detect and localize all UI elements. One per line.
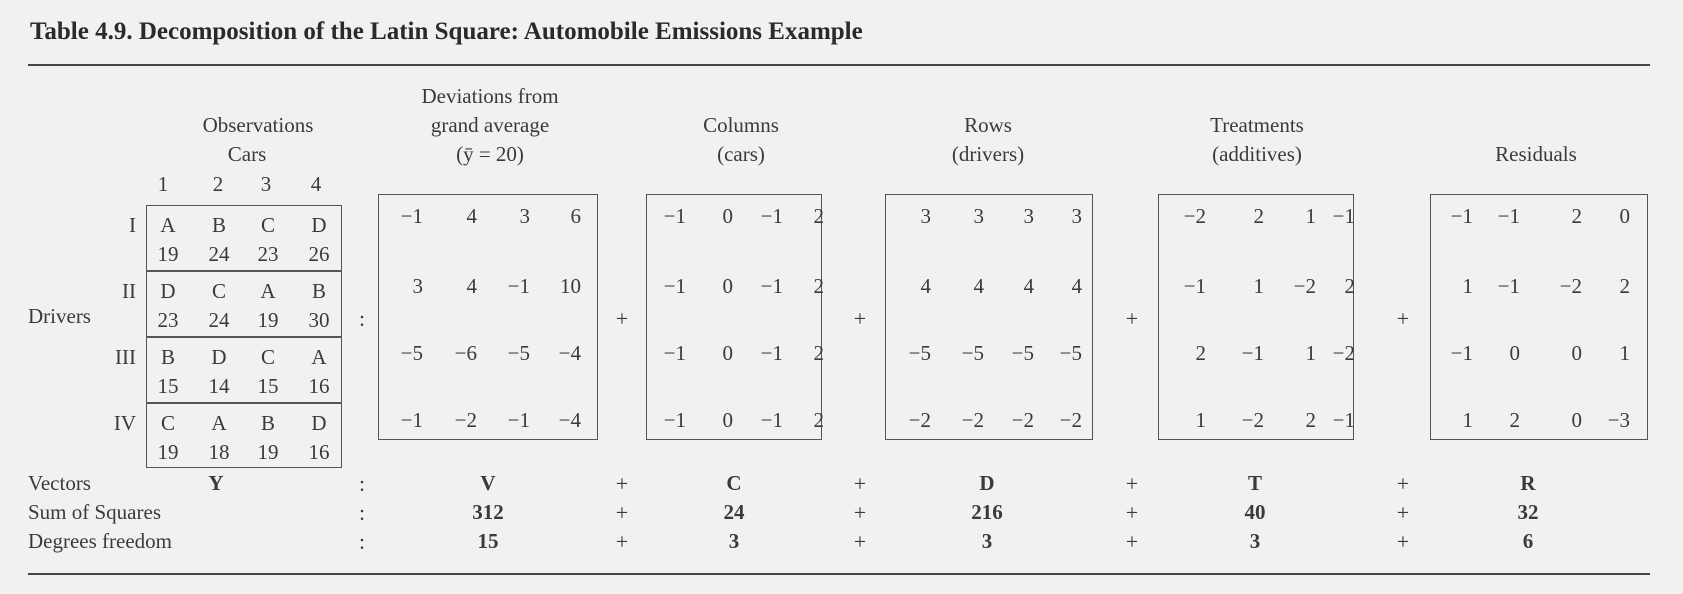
rows-value: −5	[1011, 341, 1034, 365]
observation-value: 26	[308, 242, 330, 266]
sum-of-squares-label: Sum of Squares	[28, 500, 161, 524]
columns-value: 2	[813, 204, 824, 228]
columns-value: −1	[663, 408, 686, 432]
degrees-freedom-value: 3	[981, 529, 993, 553]
columns-value: −1	[663, 274, 686, 298]
header-residuals: Residuals	[1495, 142, 1577, 166]
observation-value: 24	[208, 242, 230, 266]
deviations-value: −5	[507, 341, 530, 365]
columns-value: −1	[760, 274, 783, 298]
deviations-value: −4	[558, 408, 581, 432]
rows-value: −5	[1059, 341, 1082, 365]
observation-value: 14	[208, 374, 230, 398]
plus-sign: +	[1125, 471, 1139, 496]
residuals-value: 0	[1571, 408, 1582, 432]
treatments-matrix-box	[1158, 194, 1354, 440]
observation-value: 30	[308, 308, 330, 332]
residuals-value: 2	[1509, 408, 1520, 432]
sum-of-squares-value: 32	[1517, 500, 1539, 524]
treatment-letter: C	[160, 411, 175, 435]
vectors-label: Vectors	[28, 471, 91, 495]
colon-sign: :	[358, 471, 366, 496]
equals-colon: :	[358, 306, 366, 331]
deviations-value: −4	[558, 341, 581, 365]
deviations-value: 10	[560, 274, 581, 298]
residuals-value: −1	[1450, 341, 1473, 365]
treatment-letter: A	[311, 345, 327, 369]
driver-numeral: IV	[113, 411, 136, 435]
observation-value: 23	[257, 242, 279, 266]
degrees-freedom-value: 6	[1522, 529, 1534, 553]
deviations-value: −1	[507, 274, 530, 298]
vector-symbol: Y	[208, 471, 224, 495]
observation-value: 16	[308, 374, 330, 398]
row-divider	[146, 336, 342, 338]
deviations-value: 4	[466, 274, 477, 298]
plus-sign: +	[1396, 529, 1410, 554]
observation-value: 19	[257, 308, 279, 332]
treatment-letter: D	[160, 279, 176, 303]
rows-value: 4	[1023, 274, 1034, 298]
treatments-value: −1	[1332, 408, 1355, 432]
residuals-matrix-box	[1430, 194, 1648, 440]
columns-value: 2	[813, 341, 824, 365]
plus-sign: +	[853, 306, 867, 331]
treatments-value: −1	[1332, 204, 1355, 228]
treatment-letter: C	[211, 279, 226, 303]
treatments-value: 2	[1305, 408, 1316, 432]
treatment-letter: B	[211, 213, 226, 237]
degrees-freedom-value: 3	[1249, 529, 1261, 553]
residuals-value: 0	[1509, 341, 1520, 365]
treatment-letter: B	[160, 345, 175, 369]
rows-value: −5	[908, 341, 931, 365]
rows-value: 3	[1071, 204, 1082, 228]
plus-sign: +	[615, 306, 629, 331]
treatment-letter: D	[311, 213, 327, 237]
treatments-value: −1	[1183, 274, 1206, 298]
treatments-value: −2	[1241, 408, 1264, 432]
treatment-letter: A	[211, 411, 227, 435]
treatment-letter: D	[311, 411, 327, 435]
treatments-value: −2	[1183, 204, 1206, 228]
plus-sign: +	[615, 529, 629, 554]
degrees-freedom-value: 3	[728, 529, 740, 553]
car-number: 4	[310, 172, 322, 196]
residuals-value: −1	[1450, 204, 1473, 228]
treatments-value: 2	[1253, 204, 1264, 228]
treatment-letter: A	[260, 279, 276, 303]
deviations-value: −6	[454, 341, 477, 365]
deviations-value: −1	[400, 408, 423, 432]
car-number: 1	[157, 172, 169, 196]
plus-sign: +	[615, 471, 629, 496]
vector-symbol: C	[726, 471, 742, 495]
observation-value: 15	[257, 374, 279, 398]
header-treatments: Treatments (additives)	[1210, 113, 1304, 166]
residuals-value: 1	[1619, 341, 1630, 365]
rows-value: −2	[1059, 408, 1082, 432]
deviations-matrix-box	[378, 194, 598, 440]
residuals-value: −1	[1497, 204, 1520, 228]
rows-value: −2	[908, 408, 931, 432]
sum-of-squares-value: 40	[1244, 500, 1266, 524]
deviations-value: 6	[570, 204, 581, 228]
deviations-value: −1	[400, 204, 423, 228]
columns-value: −1	[663, 204, 686, 228]
degrees-freedom-label: Degrees freedom	[28, 529, 173, 553]
plus-sign: +	[1125, 529, 1139, 554]
rows-value: −2	[1011, 408, 1034, 432]
treatment-letter: B	[260, 411, 275, 435]
columns-value: 0	[722, 408, 733, 432]
treatment-letter: D	[211, 345, 227, 369]
residuals-value: 2	[1571, 204, 1582, 228]
columns-value: 2	[813, 274, 824, 298]
colon-sign: :	[358, 500, 366, 525]
residuals-value: 1	[1462, 408, 1473, 432]
plus-sign: +	[1125, 306, 1139, 331]
treatments-value: 2	[1195, 341, 1206, 365]
plus-sign: +	[1396, 306, 1410, 331]
car-number: 3	[260, 172, 272, 196]
degrees-freedom-value: 15	[477, 529, 499, 553]
treatments-value: −2	[1293, 274, 1316, 298]
plus-sign: +	[1396, 500, 1410, 525]
driver-numeral: II	[122, 279, 136, 303]
vector-symbol: T	[1247, 471, 1262, 495]
table-title: Table 4.9. Decomposition of the Latin Square: Automobile Emissions Example	[30, 18, 863, 45]
plus-sign: +	[1125, 500, 1139, 525]
header-columns: Columns (cars)	[703, 113, 779, 166]
sum-of-squares-value: 24	[723, 500, 745, 524]
observation-value: 23	[157, 308, 179, 332]
rows-value: −2	[961, 408, 984, 432]
columns-value: 0	[722, 274, 733, 298]
bottom-rule	[28, 573, 1650, 575]
rows-value: 3	[973, 204, 984, 228]
observation-value: 18	[208, 440, 230, 464]
residuals-value: 2	[1619, 274, 1630, 298]
observation-value: 15	[157, 374, 179, 398]
rows-value: 4	[920, 274, 931, 298]
deviations-value: 3	[519, 204, 530, 228]
columns-value: −1	[760, 204, 783, 228]
deviations-value: 4	[466, 204, 477, 228]
header-rows: Rows (drivers)	[951, 113, 1025, 166]
columns-value: −1	[760, 341, 783, 365]
columns-value: 0	[722, 204, 733, 228]
header-deviations: Deviations from grand average (ȳ = 20)	[421, 84, 559, 166]
rows-value: 4	[1071, 274, 1082, 298]
residuals-value: 0	[1571, 341, 1582, 365]
driver-numeral: III	[115, 345, 136, 369]
residuals-value: −2	[1559, 274, 1582, 298]
colon-sign: :	[358, 529, 366, 554]
columns-matrix-box	[646, 194, 822, 440]
treatment-letter: C	[260, 345, 275, 369]
top-rule	[28, 64, 1650, 66]
deviations-value: −2	[454, 408, 477, 432]
columns-value: −1	[760, 408, 783, 432]
driver-numeral: I	[129, 213, 136, 237]
residuals-value: 0	[1619, 204, 1630, 228]
treatment-letter: A	[160, 213, 176, 237]
plus-sign: +	[853, 471, 867, 496]
treatments-value: 1	[1305, 341, 1316, 365]
drivers-label: Drivers	[28, 304, 91, 328]
plus-sign: +	[615, 500, 629, 525]
plus-sign: +	[1396, 471, 1410, 496]
row-divider	[146, 270, 342, 272]
treatments-value: 1	[1253, 274, 1264, 298]
treatment-letter: B	[311, 279, 326, 303]
treatments-value: 2	[1344, 274, 1355, 298]
treatments-value: 1	[1195, 408, 1206, 432]
rows-value: 3	[1023, 204, 1034, 228]
header-observations: Observations Cars	[202, 113, 314, 166]
columns-value: −1	[663, 341, 686, 365]
treatments-value: 1	[1305, 204, 1316, 228]
observation-value: 24	[208, 308, 230, 332]
residuals-value: 1	[1462, 274, 1473, 298]
deviations-value: −1	[507, 408, 530, 432]
vector-symbol: R	[1520, 471, 1536, 495]
car-number: 2	[212, 172, 224, 196]
rows-value: −5	[961, 341, 984, 365]
observation-value: 19	[157, 242, 179, 266]
sum-of-squares-value: 216	[971, 500, 1003, 524]
vector-symbol: D	[979, 471, 995, 495]
columns-value: 2	[813, 408, 824, 432]
residuals-value: −1	[1497, 274, 1520, 298]
deviations-value: −5	[400, 341, 423, 365]
treatment-letter: C	[260, 213, 275, 237]
treatments-value: −1	[1241, 341, 1264, 365]
vector-symbol: V	[480, 471, 496, 495]
observation-value: 19	[257, 440, 279, 464]
treatments-value: −2	[1332, 341, 1355, 365]
rows-value: 3	[920, 204, 931, 228]
observation-value: 16	[308, 440, 330, 464]
plus-sign: +	[853, 529, 867, 554]
columns-value: 0	[722, 341, 733, 365]
observation-value: 19	[157, 440, 179, 464]
rows-matrix-box	[885, 194, 1093, 440]
residuals-value: −3	[1607, 408, 1630, 432]
rows-value: 4	[973, 274, 984, 298]
plus-sign: +	[853, 500, 867, 525]
deviations-value: 3	[412, 274, 423, 298]
row-divider	[146, 402, 342, 404]
sum-of-squares-value: 312	[472, 500, 504, 524]
